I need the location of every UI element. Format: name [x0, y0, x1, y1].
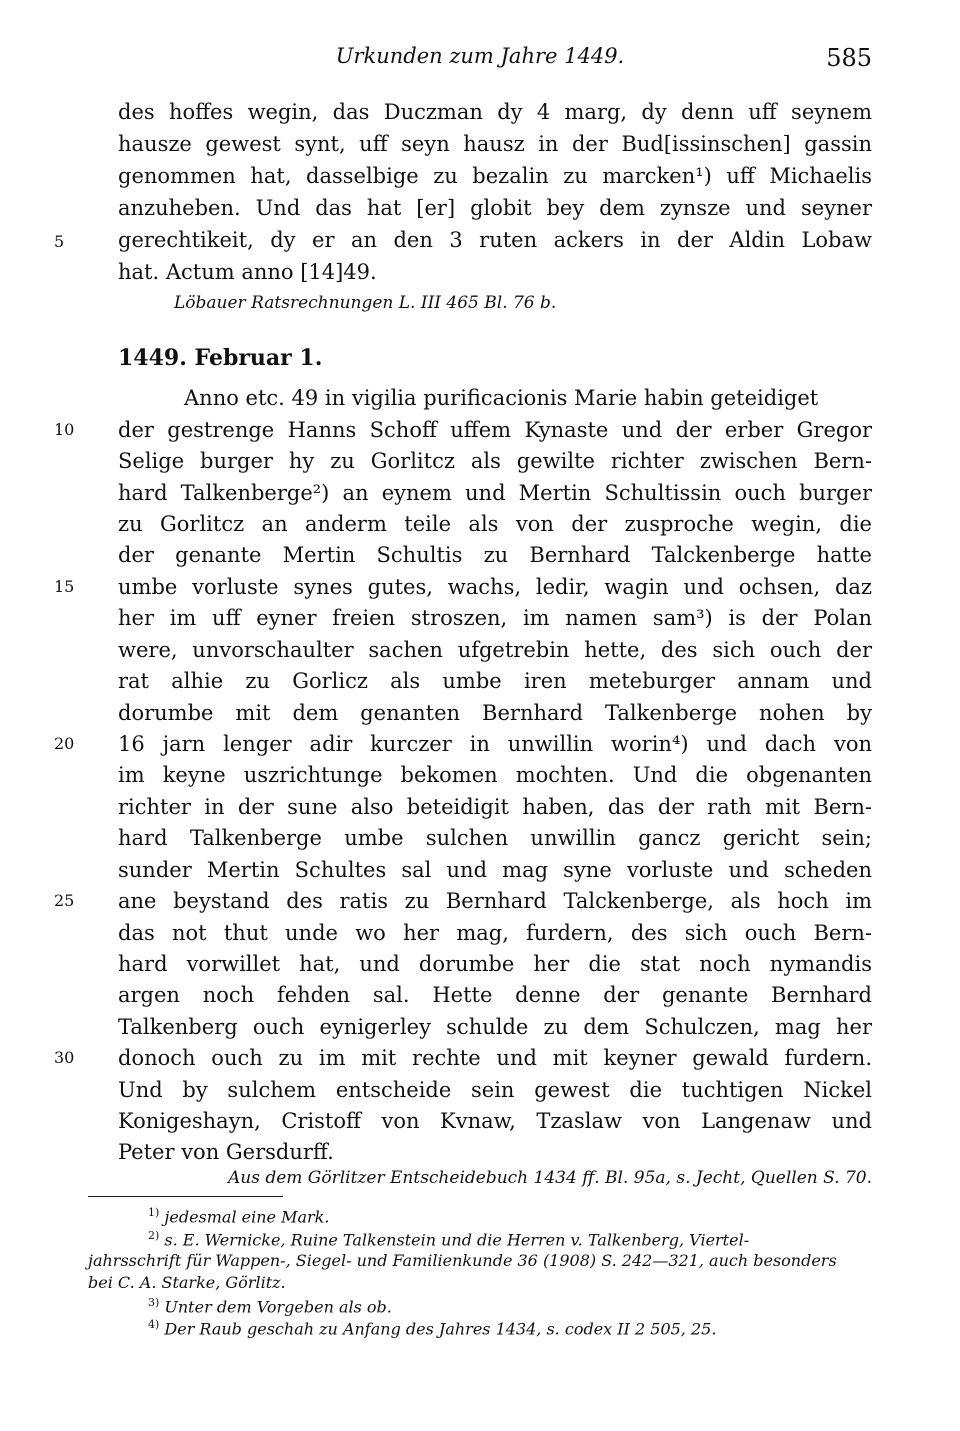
- text-line: gerechtikeit, dy er an den 3 ruten ackers in der Aldin Lobaw: [118, 228, 872, 252]
- line-number: 20: [54, 734, 75, 753]
- page-number: 585: [826, 44, 872, 72]
- source-citation: Löbauer Ratsrechnungen L. III 465 Bl. 76 b.: [174, 293, 557, 313]
- text-line: her im uff eyner freien stroszen, im namen sam³) is der Polan: [118, 606, 872, 630]
- footnote-mark: 2): [148, 1229, 160, 1242]
- line-number: 10: [54, 420, 75, 439]
- date-heading: 1449. Februar 1.: [118, 345, 323, 371]
- text-line: dorumbe mit dem genanten Bernhard Talkenberge nohen by: [118, 701, 872, 725]
- text-line: were, unvorschaulter sachen ufgetrebin hette, des sich ouch der: [118, 638, 872, 662]
- text-line: hat. Actum anno [14]49.: [118, 260, 377, 284]
- footnote: [148, 1296, 392, 1316]
- footnote-mark: 1): [148, 1206, 160, 1219]
- text-line: Konigeshayn, Cristoff von Kvnaw, Tzaslaw von Langenaw und: [118, 1109, 872, 1133]
- footnote-text: jedesmal eine Mark.: [164, 1207, 330, 1227]
- text-line: sunder Mertin Schultes sal und mag syne vorluste und scheden: [118, 858, 872, 882]
- text-line: richter in der sune also beteidigit haben, das der rath mit Bern-: [118, 795, 872, 819]
- footnote-continuation: bei C. A. Starke, Görlitz.: [88, 1273, 286, 1292]
- text-line: hard Talkenberge umbe sulchen unwillin gancz gericht sein;: [118, 826, 872, 850]
- text-line: argen noch fehden sal. Hette denne der genante Bernhard: [118, 983, 872, 1007]
- text-line: anzuheben. Und das hat [er] globit bey dem zynsze und seyner: [118, 196, 872, 220]
- text-line: hard vorwillet hat, und dorumbe her die stat noch nymandis: [118, 952, 872, 976]
- text-line: rat alhie zu Gorlicz als umbe iren meteburger annam und: [118, 669, 872, 693]
- text-line: im keyne uszrichtunge bekomen mochten. Und die obgenanten: [118, 763, 872, 787]
- footnote-text: s. E. Wernicke, Ruine Talkenstein und die Herren v. Talkenberg, Viertel-: [164, 1230, 750, 1250]
- line-number: 30: [54, 1048, 75, 1067]
- text-line: zu Gorlitcz an anderm teile als von der zusproche wegin, die: [118, 512, 872, 536]
- text-line: umbe vorluste synes gutes, wachs, ledir, wagin und ochsen, daz: [118, 575, 872, 599]
- text-line: ane beystand des ratis zu Bernhard Talckenberge, als hoch im: [118, 889, 872, 913]
- line-number: 5: [54, 232, 65, 251]
- footnote: [148, 1318, 716, 1338]
- text-line: Talkenberg ouch eynigerley schulde zu dem Schulczen, mag her: [118, 1015, 872, 1039]
- footnote-rule: [88, 1196, 283, 1197]
- text-line: 16 jarn lenger adir kurczer in unwillin worin⁴) und dach von: [118, 732, 872, 756]
- source-citation: Aus dem Görlitzer Entscheidebuch 1434 ff. Bl. 95a, s. Jecht, Quellen S. 70.: [227, 1168, 872, 1188]
- text-line: genommen hat, dasselbige zu bezalin zu marcken¹) uff Michaelis: [118, 164, 872, 188]
- line-number: 15: [54, 577, 75, 596]
- text-line: donoch ouch zu im mit rechte und mit keyner gewald furdern.: [118, 1046, 872, 1070]
- text-line: Anno etc. 49 in vigilia purificacionis Marie habin geteidiget: [184, 386, 819, 410]
- text-line: das not thut unde wo her mag, furdern, des sich ouch Bern-: [118, 921, 872, 945]
- footnote-text: Unter dem Vorgeben als ob.: [164, 1297, 392, 1317]
- footnote-text: Der Raub geschah zu Anfang des Jahres 1434, s. codex II 2 505, 25.: [164, 1319, 717, 1339]
- text-line: der gestrenge Hanns Schoff uffem Kynaste und der erber Gregor: [118, 418, 872, 442]
- footnote-continuation: jahrsschrift für Wappen-, Siegel- und Familienkunde 36 (1908) S. 242—321, auch besonders: [88, 1251, 837, 1270]
- text-line: Und by sulchem entscheide sein gewest die tuchtigen Nickel: [118, 1078, 872, 1102]
- footnote: [148, 1206, 329, 1226]
- footnote: [148, 1229, 749, 1249]
- running-head: Urkunden zum Jahre 1449.: [335, 44, 625, 68]
- text-line: des hoffes wegin, das Duczman dy 4 marg, dy denn uff seynem: [118, 100, 872, 124]
- text-line: Peter von Gersdurff.: [118, 1140, 334, 1164]
- text-line: hard Talkenberge²) an eynem und Mertin Schultissin ouch burger: [118, 481, 872, 505]
- text-line: hausze gewest synt, uff seyn hausz in der Bud[issinschen] gassin: [118, 132, 872, 156]
- text-line: Selige burger hy zu Gorlitcz als gewilte richter zwischen Bern-: [118, 449, 872, 473]
- text-line: der genante Mertin Schultis zu Bernhard Talckenberge hatte: [118, 543, 872, 567]
- footnote-mark: 4): [148, 1318, 160, 1331]
- line-number: 25: [54, 891, 75, 910]
- footnote-mark: 3): [148, 1296, 160, 1309]
